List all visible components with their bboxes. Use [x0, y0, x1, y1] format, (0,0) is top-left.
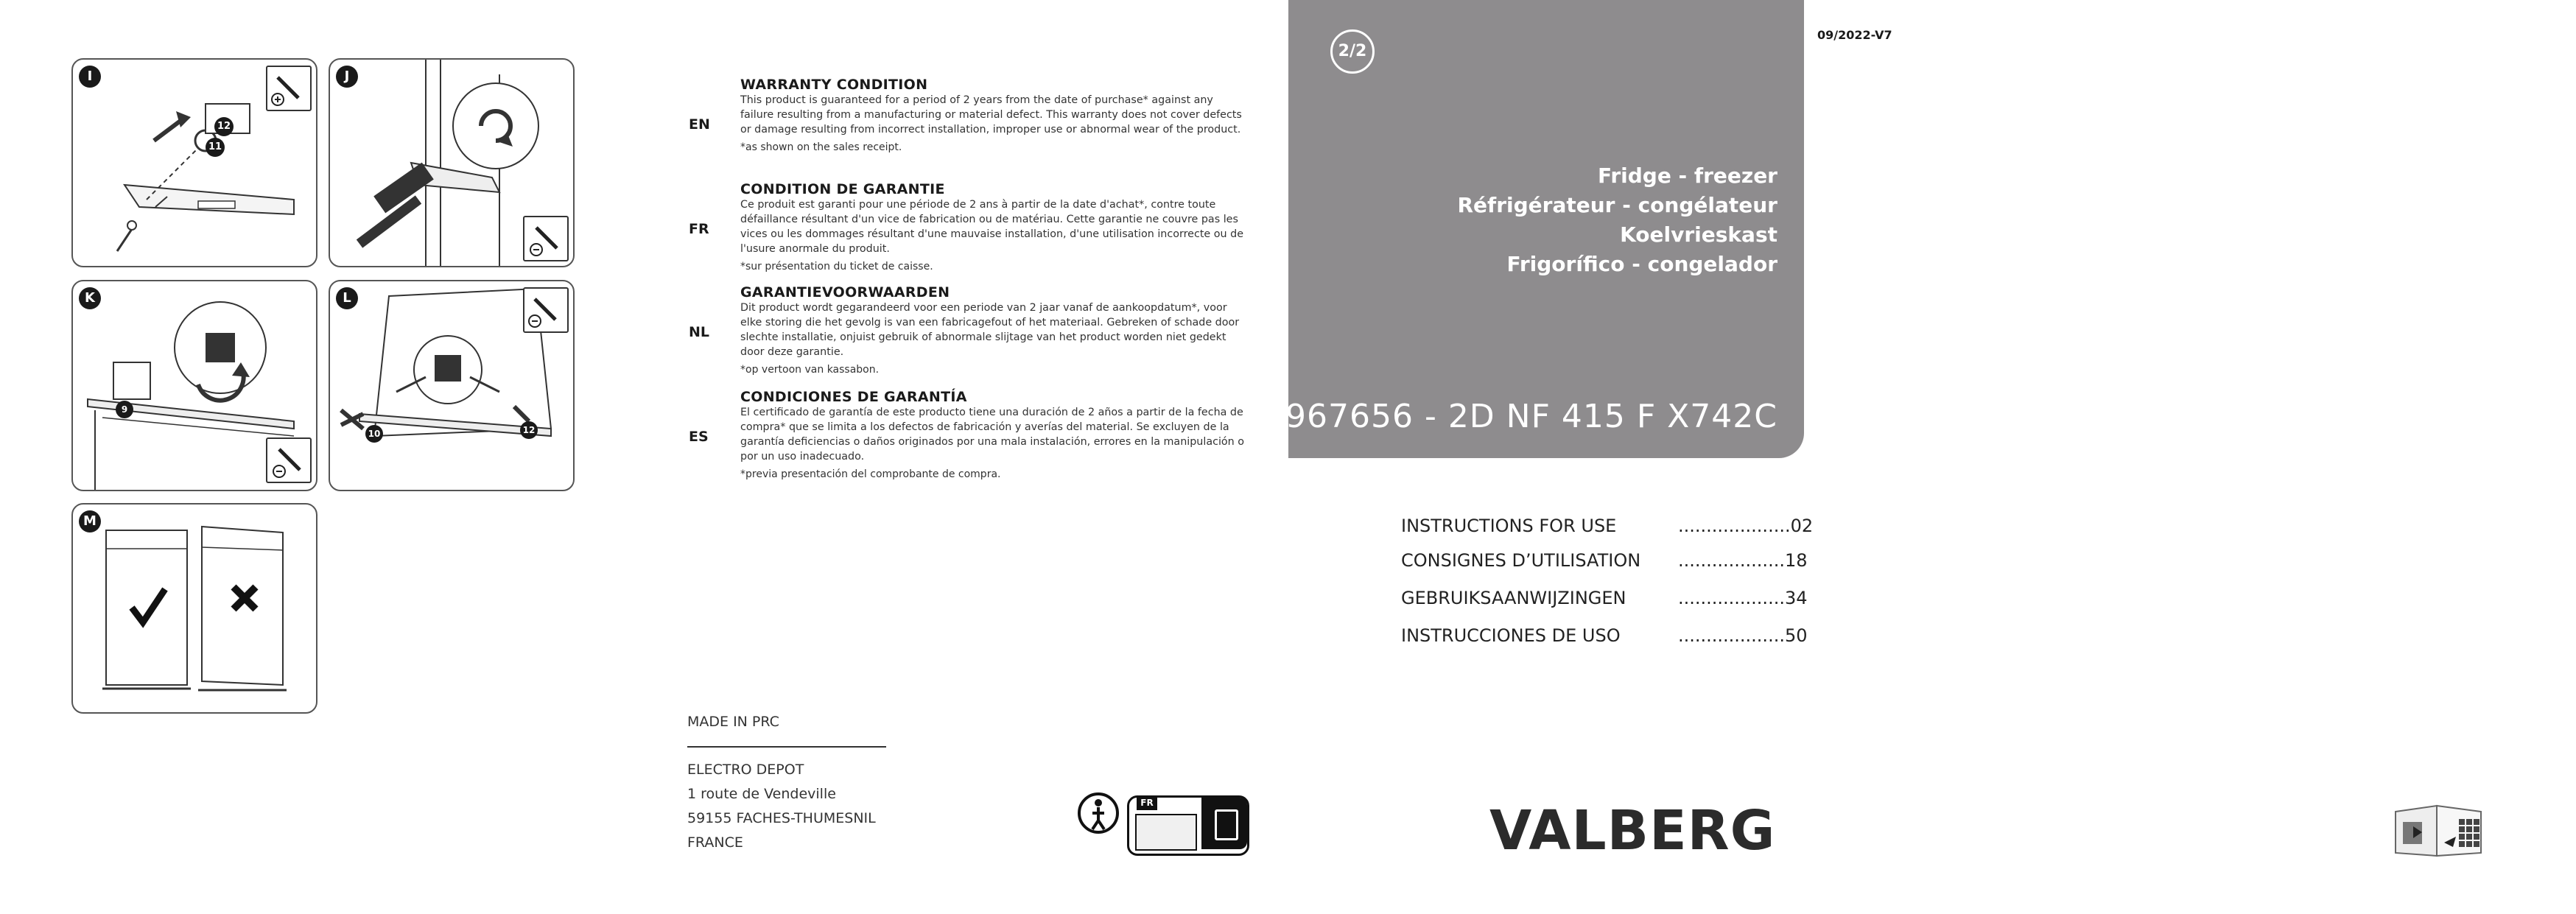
- brand-logo: VALBERG: [1489, 799, 1776, 862]
- diagram-label: L: [336, 287, 358, 309]
- address-line: 59155 FACHES-THUMESNIL: [687, 810, 876, 826]
- warranty-body-nl: Dit product wordt gegarandeerd voor een periode van 2 jaar vanaf de aankoopdatum*, voor elke storing die het gevolg is van een fabricagefout of het materiaal. Gebreken of schade door slechte installatie, onjuist gebruik of abnormale slijtage van het product worden niet gedekt door deze garantie.: [740, 302, 1240, 358]
- toc-item-en: INSTRUCTIONS FOR USE: [1401, 516, 1617, 536]
- callout-number: 11: [206, 138, 225, 157]
- manual-pages-icon: [2393, 801, 2488, 859]
- diagram-panel-j: [329, 58, 575, 267]
- diagram-panel-m: [71, 503, 317, 714]
- warranty-title-fr: CONDITION DE GARANTIE: [740, 181, 945, 197]
- diagram-label: M: [79, 510, 101, 532]
- page-indicator: 2/2: [1330, 29, 1375, 74]
- recycling-info-badge: [1127, 795, 1249, 856]
- warranty-body-es: El certificado de garantía de este producto tiene una duración de 2 años a partir de la fecha de compra* que se limita a los defectos de fabricación y averías del material. Se excluyen de la garantía deficiencias o daños originados por una mala instalación, errores en la manipulación o por un uso inadecuado.: [740, 407, 1245, 463]
- language-code-fr: FR: [689, 221, 709, 237]
- warranty-title-es: CONDICIONES DE GARANTÍA: [740, 389, 967, 405]
- callout-number: 10: [365, 425, 383, 443]
- warranty-note-fr: *sur présentation du ticket de caisse.: [740, 261, 933, 273]
- address-line: FRANCE: [687, 834, 743, 851]
- diagram-panel-k: [71, 280, 317, 491]
- warranty-title-en: WARRANTY CONDITION: [740, 77, 928, 93]
- address-line: 1 route de Vendeville: [687, 786, 836, 802]
- product-title-fr: Réfrigérateur - congélateur: [1457, 193, 1777, 217]
- language-code-nl: NL: [689, 324, 710, 340]
- screwdriver-icon: [266, 437, 312, 483]
- address-line: ELECTRO DEPOT: [687, 762, 804, 778]
- diagram-label: K: [79, 287, 101, 309]
- toc-item-es: INSTRUCCIONES DE USO: [1401, 625, 1621, 646]
- door-alignment-illustration: [73, 505, 316, 712]
- bin-icon: [1201, 798, 1247, 849]
- toc-item-fr: CONSIGNES D’UTILISATION: [1401, 550, 1641, 571]
- made-in-label: MADE IN PRC: [687, 714, 779, 730]
- toc-page-es: ...................50: [1678, 625, 1808, 646]
- warranty-body-fr: Ce produit est garanti pour une période de 2 ans à partir de la date d'achat*, contre toute défaillance résultant d'un vice de fabrication ou de matériau. Cette garantie ne couvre pas les vices ou les dommages résultant d'une mauvaise installation, d'une utilisation incorrecte ou de l'usure anormale du produit.: [740, 199, 1243, 255]
- divider: [687, 746, 886, 748]
- toc-page-en: ....................02: [1678, 516, 1814, 536]
- callout-number: 12: [214, 117, 234, 136]
- diagram-panel-l: [329, 280, 575, 491]
- product-title-nl: Koelvrieskast: [1620, 222, 1777, 247]
- language-code-en: EN: [689, 116, 710, 133]
- product-title-es: Frigorífico - congelador: [1506, 252, 1777, 276]
- model-number: 967656 - 2D NF 415 F X742C: [1285, 398, 1777, 435]
- warranty-note-nl: *op vertoon van kassabon.: [740, 364, 880, 376]
- warranty-note-es: *previa presentación del comprobante de compra.: [740, 468, 1001, 480]
- screwdriver-icon: [523, 216, 569, 261]
- cover-panel: [1285, 0, 1804, 458]
- language-code-es: ES: [689, 429, 709, 445]
- warranty-note-en: *as shown on the sales receipt.: [740, 141, 902, 153]
- warranty-title-nl: GARANTIEVOORWAARDEN: [740, 284, 950, 300]
- toc-item-nl: GEBRUIKSAANWIJZINGEN: [1401, 588, 1626, 608]
- callout-number: 9: [116, 401, 133, 418]
- diagram-label: J: [336, 66, 358, 88]
- product-title-en: Fridge - freezer: [1597, 164, 1777, 188]
- toc-page-fr: ...................18: [1678, 550, 1808, 571]
- triman-icon: [1076, 791, 1120, 835]
- diagram-panel-i: [71, 58, 317, 267]
- screwdriver-icon: [523, 287, 569, 333]
- warranty-body-en: This product is guaranteed for a period of 2 years from the date of purchase* against any failure resulting from a manufacturing or material defect. This warranty does not cover defects or damage resulting from incorrect installation, improper use or abnormal wear of the product.: [740, 94, 1242, 136]
- screwdriver-icon: [266, 66, 312, 111]
- country-tag: FR: [1137, 795, 1157, 810]
- manual-icon: [1135, 814, 1197, 851]
- diagram-label: I: [79, 66, 101, 88]
- document-version: 09/2022-V7: [1817, 28, 1892, 42]
- callout-number: 12: [520, 421, 538, 439]
- toc-page-nl: ...................34: [1678, 588, 1808, 608]
